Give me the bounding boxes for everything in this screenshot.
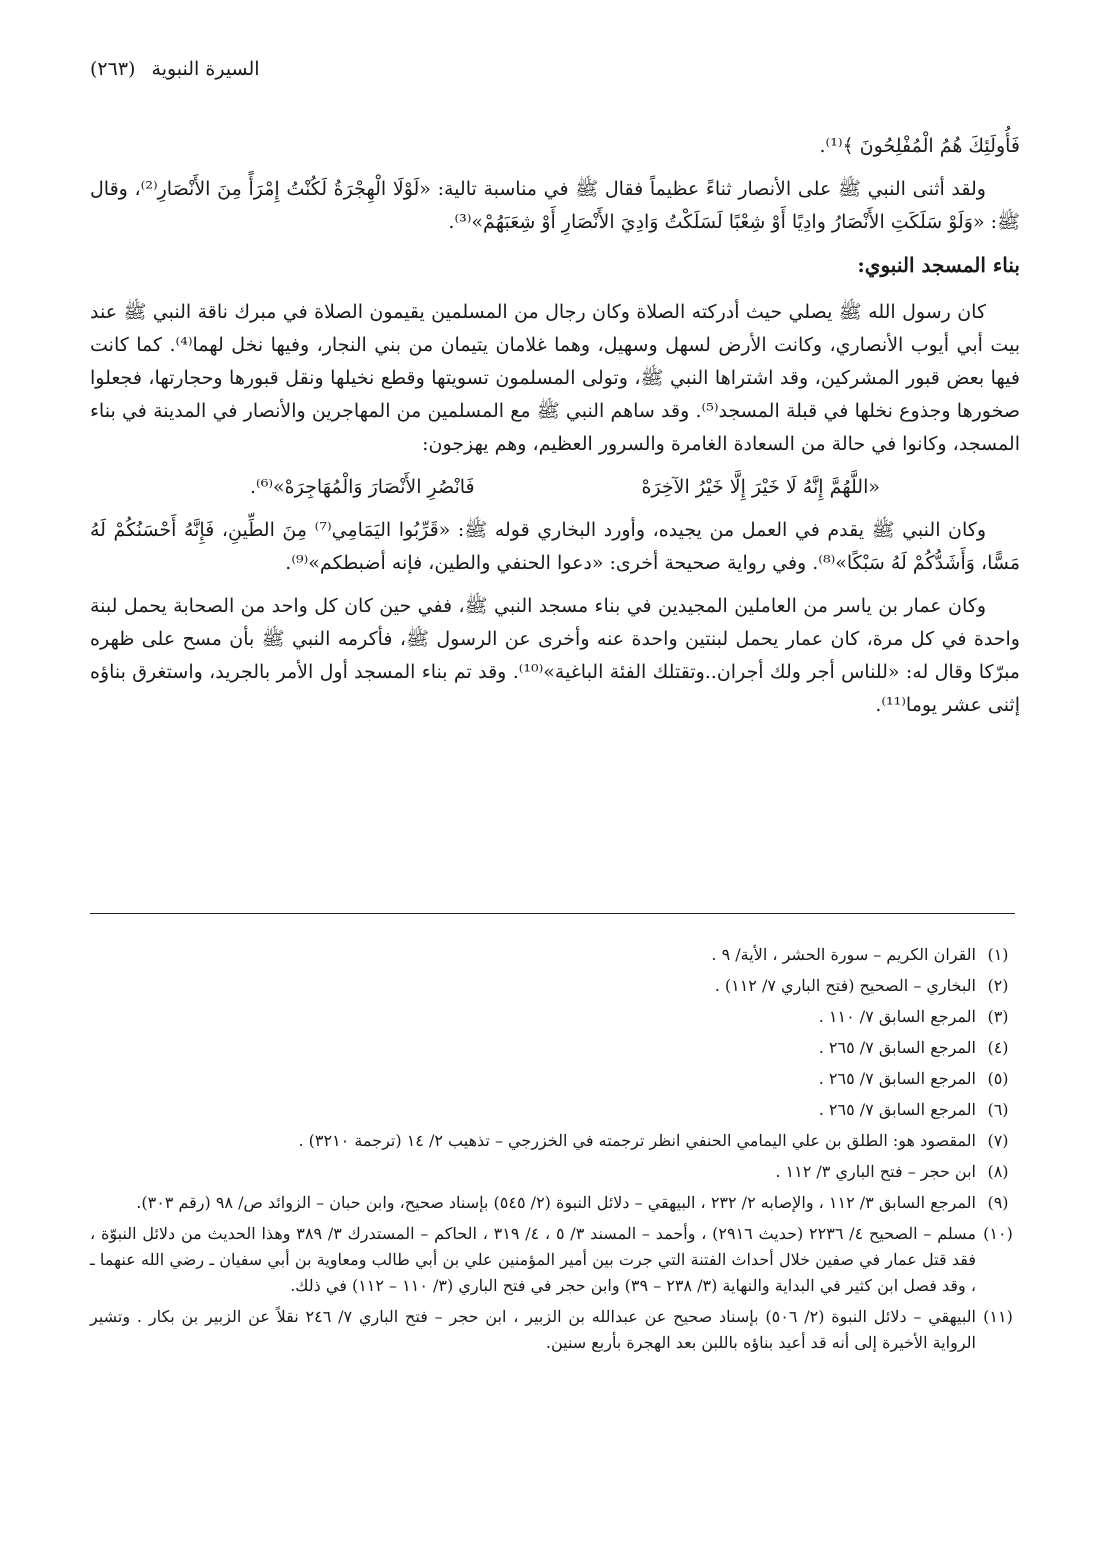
footnote (90, 1035, 1020, 1061)
poem-first-hemistich: «اللَّهُمَّ إِنَّهُ لَا خَيْرَ إِلَّا خَيْرُ الآخِرَهْ (641, 476, 880, 498)
footnote-number: (١٠) (983, 1224, 1013, 1243)
footnote-number: (٦) (987, 1100, 1009, 1119)
paragraph: كان رسول الله ﷺ يصلي حيث أدركته الصلاة وكان رجال من المسلمين يقيمون الصلاة في مبرك ناقة النبي ﷺ عند بيت أبي أيوب الأنصاري، وكانت الأرض لسهل وسهيل، وهما غلامان يتيمان من بني النجار، وفيها نخل لهما⁽⁴⁾. كما كانت فيها بعض قبور المشركين، وقد اشتراها النبي ﷺ، وتولى المسلمون تسويتها وقطع نخيلها ونقل قبورها وحجارتها، فجعلوا صخورها وجذوع نخلها في قبلة المسجد⁽⁵⁾. وقد ساهم النبي ﷺ مع المسلمين من المهاجرين والأنصار في المدينة في بناء المسجد، وكانوا في حالة من السعادة الغامرة والسرور العظيم، وهم يهزجون: (90, 301, 1020, 455)
footnote-text: ابن حجر – فتح الباري ٣/ ١١٢ . (775, 1162, 976, 1181)
footnote-number: (٨) (987, 1162, 1009, 1181)
footnote (90, 1004, 1020, 1030)
footnote-text: المرجع السابق ٧/ ١١٠ . (818, 1007, 976, 1026)
footnote-divider (90, 913, 1015, 914)
footnote (90, 1128, 1020, 1154)
footnote-text: المقصود هو: الطلق بن علي اليمامي الحنفي انظر ترجمته في الخزرجي – تذهيب ٢/ ١٤ (ترجمة ٣٢١٠) . (298, 1131, 976, 1150)
main-text (90, 130, 1020, 732)
footnote-number: (٧) (987, 1131, 1009, 1150)
footnotes (90, 942, 1020, 1361)
footnote (90, 1066, 1020, 1092)
verse-ending: فَأُولَئِكَ هُمُ الْمُفْلِحُونَ ﴾⁽¹⁾. (819, 135, 1020, 157)
footnote (90, 1304, 1020, 1356)
footnote-text: البخاري – الصحيح (فتح الباري ٧/ ١١٢) . (714, 976, 976, 995)
footnote-text: المرجع السابق ٣/ ١١٢ ، والإصابه ٢/ ٢٣٢ ، البيهقي – دلائل النبوة (٢/ ٥٤٥) بإسناد صحيح، وابن حبان – الزوائد ص/ ٩٨ (رقم ٣٠٣). (136, 1193, 976, 1212)
footnote-text: البيهقي – دلائل النبوة (٢/ ٥٠٦) بإسناد صحيح عن عبدالله بن الزبير ، ابن حجر – فتح الباري ٧/ ٢٤٦ نقلاً عن الزبير بن بكار . وتشير الرواية الأخيرة إلى أنه قد أعيد بناؤه باللبن بعد الهجرة بأربع سنين. (90, 1307, 976, 1352)
footnote (90, 942, 1020, 968)
footnote-number: (١) (987, 945, 1009, 964)
paragraph: وكان النبي ﷺ يقدم في العمل من يجيده، وأورد البخاري قوله ﷺ: «قَرِّبُوا اليَمَامِي⁽⁷⁾ مِنَ الطِّينِ، فَإِنَّهُ أَحْسَنُكُمْ لَهُ مَسًّا، وَأَشَدُّكُمْ لَهُ سَبْكًا»⁽⁸⁾. وفي رواية صحيحة أخرى: «دعوا الحنفي والطين، فإنه أضبطكم»⁽⁹⁾. (90, 519, 1020, 574)
footnote (90, 1097, 1020, 1123)
paragraph: وكان عمار بن ياسر من العاملين المجيدين في بناء مسجد النبي ﷺ، ففي حين كان كل واحد من الصحابة يحمل لبنة واحدة في كل مرة، كان عمار يحمل لبنتين واحدة عنه وأخرى عن الرسول ﷺ، فأكرمه النبي ﷺ بأن مسح على ظهره مبرّكا وقال له: «للناس أجر ولك أجران..وتقتلك الفئة الباغية»⁽¹⁰⁾. وقد تم بناء المسجد أول الأمر بالجريد، واستغرق بناؤه إثنى عشر يوما⁽¹¹⁾. (90, 595, 1020, 716)
footnote-text: المرجع السابق ٧/ ٢٦٥ . (818, 1100, 976, 1119)
footnote-number: (٥) (987, 1069, 1009, 1088)
section-heading: بناء المسجد النبوي: (857, 253, 1020, 277)
footnote-text: المرجع السابق ٧/ ٢٦٥ . (818, 1038, 976, 1057)
footnote-number: (١١) (983, 1307, 1013, 1326)
paragraph: ولقد أثنى النبي ﷺ على الأنصار ثناءً عظيماً فقال ﷺ في مناسبة تالية: «لَوْلَا الْهِجْرَةُ لَكُنْتُ إِمْرَأً مِنَ الأَنْصَارِ⁽²⁾، وقال ﷺ: «وَلَوْ سَلَكَتِ الأَنْصَارُ وادِيًا أَوْ شِعْبًا لَسَلَكْتُ وَادِيَ الأَنْصَارِ أَوْ شِعَبَهُمْ»⁽³⁾. (90, 178, 1020, 233)
book-title: السيرة النبوية (151, 58, 260, 80)
footnote (90, 973, 1020, 999)
footnote (90, 1190, 1020, 1216)
footnote-text: مسلم – الصحيح ٤/ ٢٢٣٦ (حديث ٢٩١٦) ، وأحمد – المسند ٣/ ٥ ، ٤/ ٣١٩ ، الحاكم – المستدرك ٣/ ٣٨٩ وهذا الحديث من دلائل النبوّة ، فقد قتل عمار في صفين خلال أحداث الفتنة التي جرت بين أمير المؤمنين علي بن أبي طالب ومعاوية بن أبي سفيان ـ رضي الله عنهما ـ ، وقد فصل ابن كثير في البداية والنهاية (٣/ ٢٣٨ – ٣٩) وابن حجر في فتح الباري (٣/ ١١٠ – ١١٢) في ذلك. (90, 1224, 976, 1295)
page-number: (٢٦٣) (90, 58, 136, 80)
footnote-number: (٣) (987, 1007, 1009, 1026)
footnote-text: القران الكريم – سورة الحشر ، الأية/ ٩ . (711, 945, 976, 964)
footnote-text: المرجع السابق ٧/ ٢٦٥ . (818, 1069, 976, 1088)
footnote (90, 1159, 1020, 1185)
poem-second-hemistich: فَانْصُرِ الأَنْصَارَ وَالْمُهَاجِرَهْ»⁽⁶⁾. (250, 476, 475, 498)
footnote-number: (٩) (987, 1193, 1009, 1212)
footnote-number: (٢) (987, 976, 1009, 995)
footnote (90, 1221, 1020, 1299)
footnote-number: (٤) (987, 1038, 1009, 1057)
poem-verse (90, 471, 1020, 504)
running-header (90, 58, 260, 80)
